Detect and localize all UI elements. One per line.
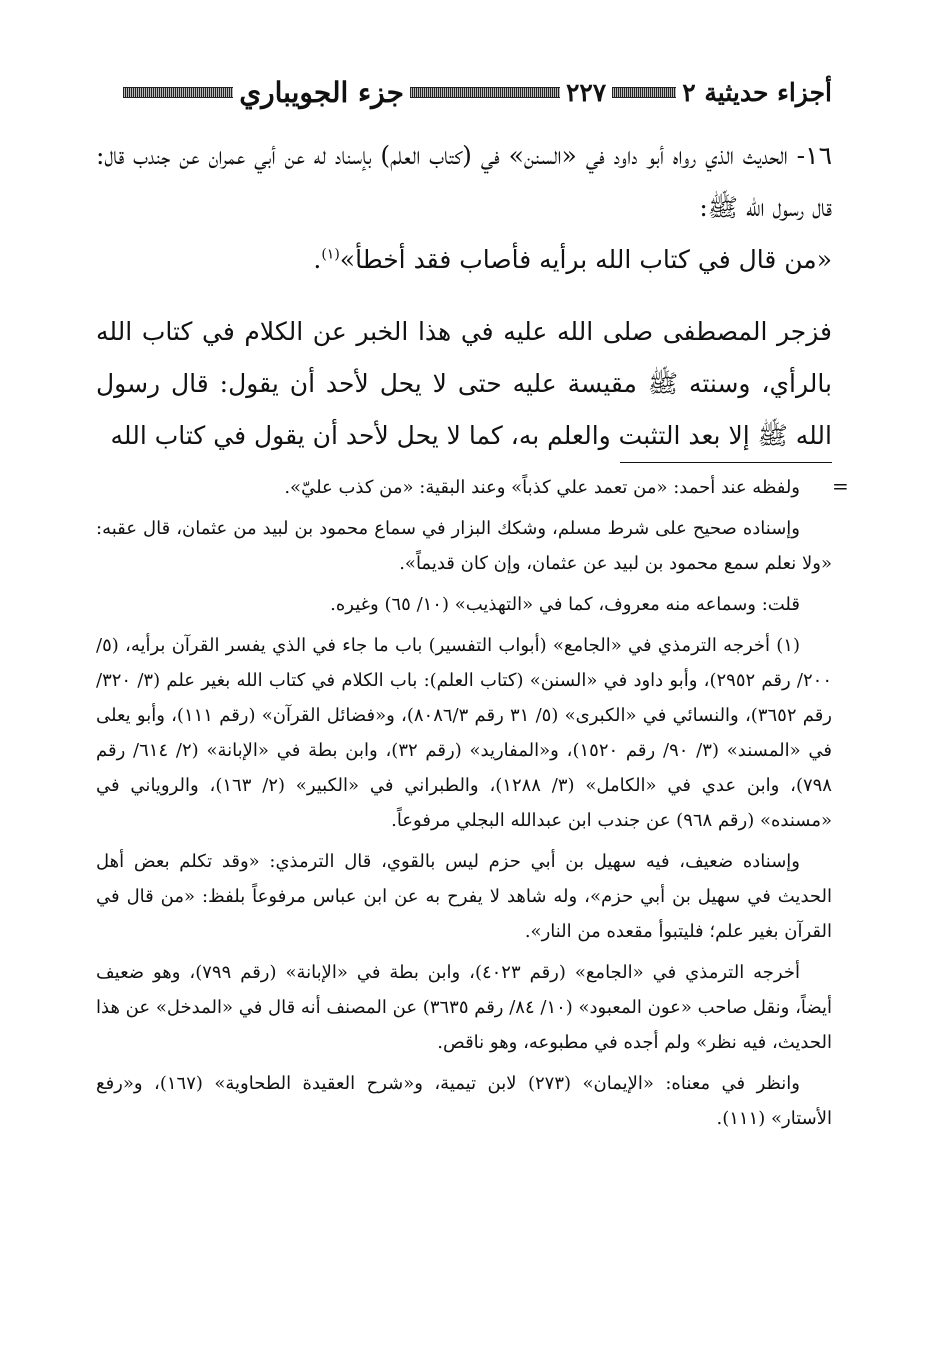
running-header bbox=[96, 72, 832, 112]
footnote-ref: (١) bbox=[321, 246, 340, 263]
footnote-paragraph: أخرجه الترمذي في «الجامع» (رقم ٤٠٢٣)، وابن بطة في «الإبانة» (رقم ٧٩٩)، وهو ضعيف أيضاً، ونقل صاحب «عون المعبود» (١٠/ ٨٤/ رقم ٣٦٣٥) عن المصنف أنه قال في «المدخل» عن هذا الحديث، فيه نظر» ولم أجده في مطبوعه، وهو ناقص. bbox=[96, 962, 832, 1053]
continuation-mark: = bbox=[832, 474, 849, 498]
footnote-paragraph: قلت: وسماعه منه معروف، كما في «التهذيب» (١٠/ ٦٥) وغيره. bbox=[330, 594, 800, 615]
footnote-separator bbox=[620, 462, 832, 463]
footnote-paragraph: (١) أخرجه الترمذي في «الجامع» (أبواب التفسير) باب ما جاء في الذي يفسر القرآن برأيه، (٥/ ٢٠٠/ رقم ٢٩٥٢)، وأبو داود في «السنن» (كتاب العلم): باب الكلام في كتاب الله بغير علم (٣/ ٣٢٠/ رقم ٣٦٥٢)، والنسائي في «الكبرى» (٥/ ٣١ رقم ٨٠٨٦/٣)، و«فضائل القرآن» (رقم ١١١)، وأبو يعلى في «المسند» (٣/ ٩٠/ رقم ١٥٢٠)، و«المفاريد» (رقم ٣٢)، وابن بطة في «الإبانة» (٢/ ٦١٤/ رقم ٧٩٨)، وابن عدي في «الكامل» (٣/ ١٢٨٨)، والطبراني في «الكبير» (٢/ ١٦٣)، والروياني في «مسنده» (رقم ٩٦٨) عن جندب ابن عبدالله البجلي مرفوعاً. bbox=[96, 635, 832, 831]
page-number: ٢٢٧ bbox=[565, 77, 607, 107]
footnote-paragraph: وإسناده صحيح على شرط مسلم، وشكك البزار في سماع محمود بن لبيد من عثمان، قال عقبه: «ولا نعلم سمع محمود بن لبيد عن عثمان، وإن كان قديماً». bbox=[96, 518, 832, 574]
hadith-text: «من قال في كتاب الله برأيه فأصاب فقد أخطأ» bbox=[339, 245, 832, 274]
main-text bbox=[96, 130, 832, 462]
footnote-paragraph: وإسناده ضعيف، فيه سهيل بن أبي حزم ليس بالقوي، قال الترمذي: «وقد تكلم بعض أهل الحديث في سهيل بن أبي حزم»، وله شاهد لا يفرح به عن ابن عباس مرفوعاً بلفظ: «من قال في القرآن بغير علم؛ فليتبوأ مقعده من النار». bbox=[96, 851, 832, 942]
header-rule bbox=[123, 87, 233, 98]
header-rule bbox=[612, 87, 676, 98]
part-title: جزء الجويباري bbox=[239, 75, 404, 109]
header-rule bbox=[410, 87, 560, 98]
hadith-intro: ١٦- الحديث الذي رواه أبو داود في «السنن» في (كتاب العلم) بإسناد له عن أبي عمران عن جندب قال: قال رسول الله ﷺ: bbox=[96, 141, 832, 222]
series-title: أجزاء حديثية ٢ bbox=[682, 77, 832, 107]
footnote-paragraph: وانظر في معناه: «الإيمان» (٢٧٣) لابن تيمية، و«شرح العقيدة الطحاوية» (١٦٧)، و«رفع الأستار» (١١١). bbox=[96, 1073, 832, 1129]
footnotes bbox=[96, 470, 832, 1142]
hadith-quote: «من قال في كتاب الله برأيه فأصاب فقد أخطأ»$^{(١)}$. bbox=[313, 245, 832, 274]
footnote-paragraph: ولفظه عند أحمد: «من تعمد علي كذباً» وعند البقية: «من كذب عليّ». bbox=[284, 477, 800, 498]
commentary-paragraph: فزجر المصطفى صلى الله عليه في هذا الخبر عن الكلام في كتاب الله بالرأي، وسنته ﷺ مقيسة عليه حتى لا يحل لأحد أن يقول: قال رسول الله ﷺ إلا بعد التثبت والعلم به، كما لا يحل لأحد أن يقول في كتاب الله bbox=[96, 317, 832, 450]
